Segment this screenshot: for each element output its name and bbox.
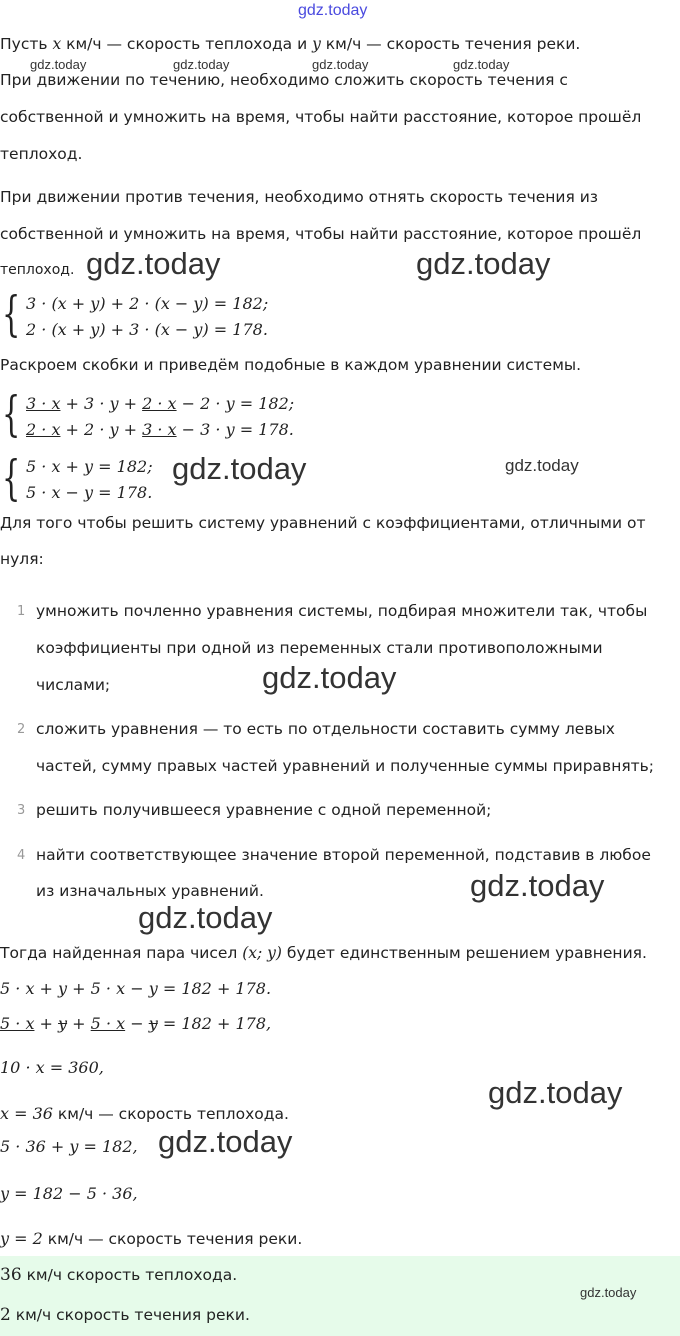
watermark-large: gdz.today <box>86 246 221 281</box>
step-number: 2 <box>17 722 26 737</box>
result-text: км/ч — скорость течения реки. <box>42 1230 303 1248</box>
step-1-line-2: коэффициенты при одной из переменных стали противоположными <box>36 639 603 657</box>
watermark-small: gdz.today <box>173 57 230 72</box>
method-intro-2: нуля: <box>0 550 44 568</box>
solution-line-2 <box>0 1014 271 1033</box>
system-brace: { <box>2 386 21 442</box>
watermark-large: gdz.today <box>158 1124 293 1159</box>
term: − 2 · y = 182; <box>176 394 295 413</box>
answer-text: км/ч скорость течения реки. <box>10 1306 250 1324</box>
solution-line-6: y = 182 − 5 · 36, <box>0 1184 138 1203</box>
var-x: x <box>52 35 62 53</box>
answer-text: км/ч скорость теплохода. <box>21 1266 238 1284</box>
solution-line-1: 5 · x + y + 5 · x − y = 182 + 178. <box>0 979 272 998</box>
answer-block <box>0 1256 680 1336</box>
watermark-large: gdz.today <box>262 660 397 695</box>
underlined-term: 2 · x <box>142 394 177 413</box>
step-open-brackets: Раскроем скобки и приведём подобные в каждом уравнении системы. <box>0 356 582 374</box>
answer-line-2 <box>0 1305 250 1325</box>
term: − 3 · y = 178. <box>176 420 294 439</box>
answer-number: 36 <box>0 1265 22 1285</box>
step-3-line-1: решить получившееся уравнение с одной переменной; <box>36 801 492 819</box>
intro-text: Пусть <box>0 35 53 53</box>
term: + 2 · y + <box>60 420 143 439</box>
method-intro-1: Для того чтобы решить систему уравнений с коэффициентами, отличными от <box>0 514 646 532</box>
watermark-small: gdz.today <box>580 1285 637 1300</box>
intro-text: км/ч — скорость течения реки. <box>320 35 581 53</box>
system2-equation-1 <box>26 394 294 413</box>
step-4-line-1: найти соответствующее значение второй переменной, подставив в любое <box>36 846 651 864</box>
underlined-term: 5 · x <box>90 1014 126 1033</box>
system-brace: { <box>2 450 21 506</box>
term: − <box>125 1014 149 1033</box>
var-y: y <box>312 35 321 53</box>
system-brace: { <box>2 286 21 342</box>
watermark-medium: gdz.today <box>505 456 579 475</box>
system1-equation-2: 2 · (x + y) + 3 · (x − y) = 178. <box>26 320 268 339</box>
conclusion-text: Тогда найденная пара чисел <box>0 944 243 962</box>
result-text: км/ч — скорость теплохода. <box>52 1105 289 1123</box>
step-2-line-2: частей, сумму правых частей уравнений и полученные суммы приравнять; <box>36 757 655 775</box>
paragraph-upstream-2: собственной и умножить на время, чтобы найти расстояние, которое прошёл <box>0 225 642 243</box>
step-1-line-1: умножить почленно уравнения системы, подбирая множители так, чтобы <box>36 602 648 620</box>
underlined-term: 3 · x <box>142 420 177 439</box>
answer-number: 2 <box>0 1305 11 1325</box>
math-y-value: y = 2 <box>0 1229 43 1248</box>
system1-equation-1: 3 · (x + y) + 2 · (x − y) = 182; <box>26 294 269 313</box>
solution-line-4 <box>0 1104 289 1123</box>
system3-equation-1: 5 · x + y = 182; <box>26 457 153 476</box>
method-conclusion <box>0 944 647 962</box>
watermark-small: gdz.today <box>453 57 510 72</box>
term: + <box>67 1014 91 1033</box>
solution-line-7 <box>0 1229 302 1248</box>
watermark-large: gdz.today <box>416 246 551 281</box>
system2-equation-2 <box>26 420 294 439</box>
watermark-large: gdz.today <box>470 868 605 903</box>
term: = 182 + 178, <box>157 1014 272 1033</box>
watermark-large: gdz.today <box>488 1075 623 1110</box>
step-4-line-2: из изначальных уравнений. <box>36 882 264 900</box>
watermark-large: gdz.today <box>172 451 307 486</box>
step-number: 1 <box>17 604 26 619</box>
step-number: 4 <box>17 848 26 863</box>
term: + <box>34 1014 59 1033</box>
solution-line-3: 10 · x = 360, <box>0 1058 104 1077</box>
term: + 3 · y + <box>60 394 143 413</box>
pair-xy: (x; y) <box>242 944 282 962</box>
paragraph-downstream-1: При движении по течению, необходимо сложить скорость течения с <box>0 71 568 89</box>
answer-line-1 <box>0 1265 237 1285</box>
underlined-term: 2 · x <box>26 420 61 439</box>
paragraph-upstream-1: При движении против течения, необходимо отнять скорость течения из <box>0 188 599 206</box>
paragraph-downstream-3: теплоход. <box>0 145 83 163</box>
step-number: 3 <box>17 803 26 818</box>
intro-text: км/ч — скорость теплохода и <box>61 35 313 53</box>
watermark-small: gdz.today <box>312 57 369 72</box>
underlined-term: 3 · x <box>26 394 61 413</box>
intro-line-1 <box>0 35 580 53</box>
underlined-term: 5 · x <box>0 1014 35 1033</box>
solution-line-5: 5 · 36 + y = 182, <box>0 1137 138 1156</box>
conclusion-text: будет единственным решением уравнения. <box>281 944 647 962</box>
watermark-small: gdz.today <box>30 57 87 72</box>
watermark-large: gdz.today <box>138 900 273 935</box>
math-x-value: x = 36 <box>0 1104 53 1123</box>
paragraph-downstream-2: собственной и умножить на время, чтобы найти расстояние, которое прошёл <box>0 108 642 126</box>
crossed-term: y <box>58 1014 68 1033</box>
system3-equation-2: 5 · x − y = 178. <box>26 483 153 502</box>
watermark-top: gdz.today <box>298 2 368 19</box>
paragraph-upstream-3: теплоход. <box>0 262 75 278</box>
step-2-line-1: сложить уравнения — то есть по отдельности составить сумму левых <box>36 720 615 738</box>
step-1-line-3: числами; <box>36 676 111 694</box>
crossed-term: y <box>148 1014 158 1033</box>
